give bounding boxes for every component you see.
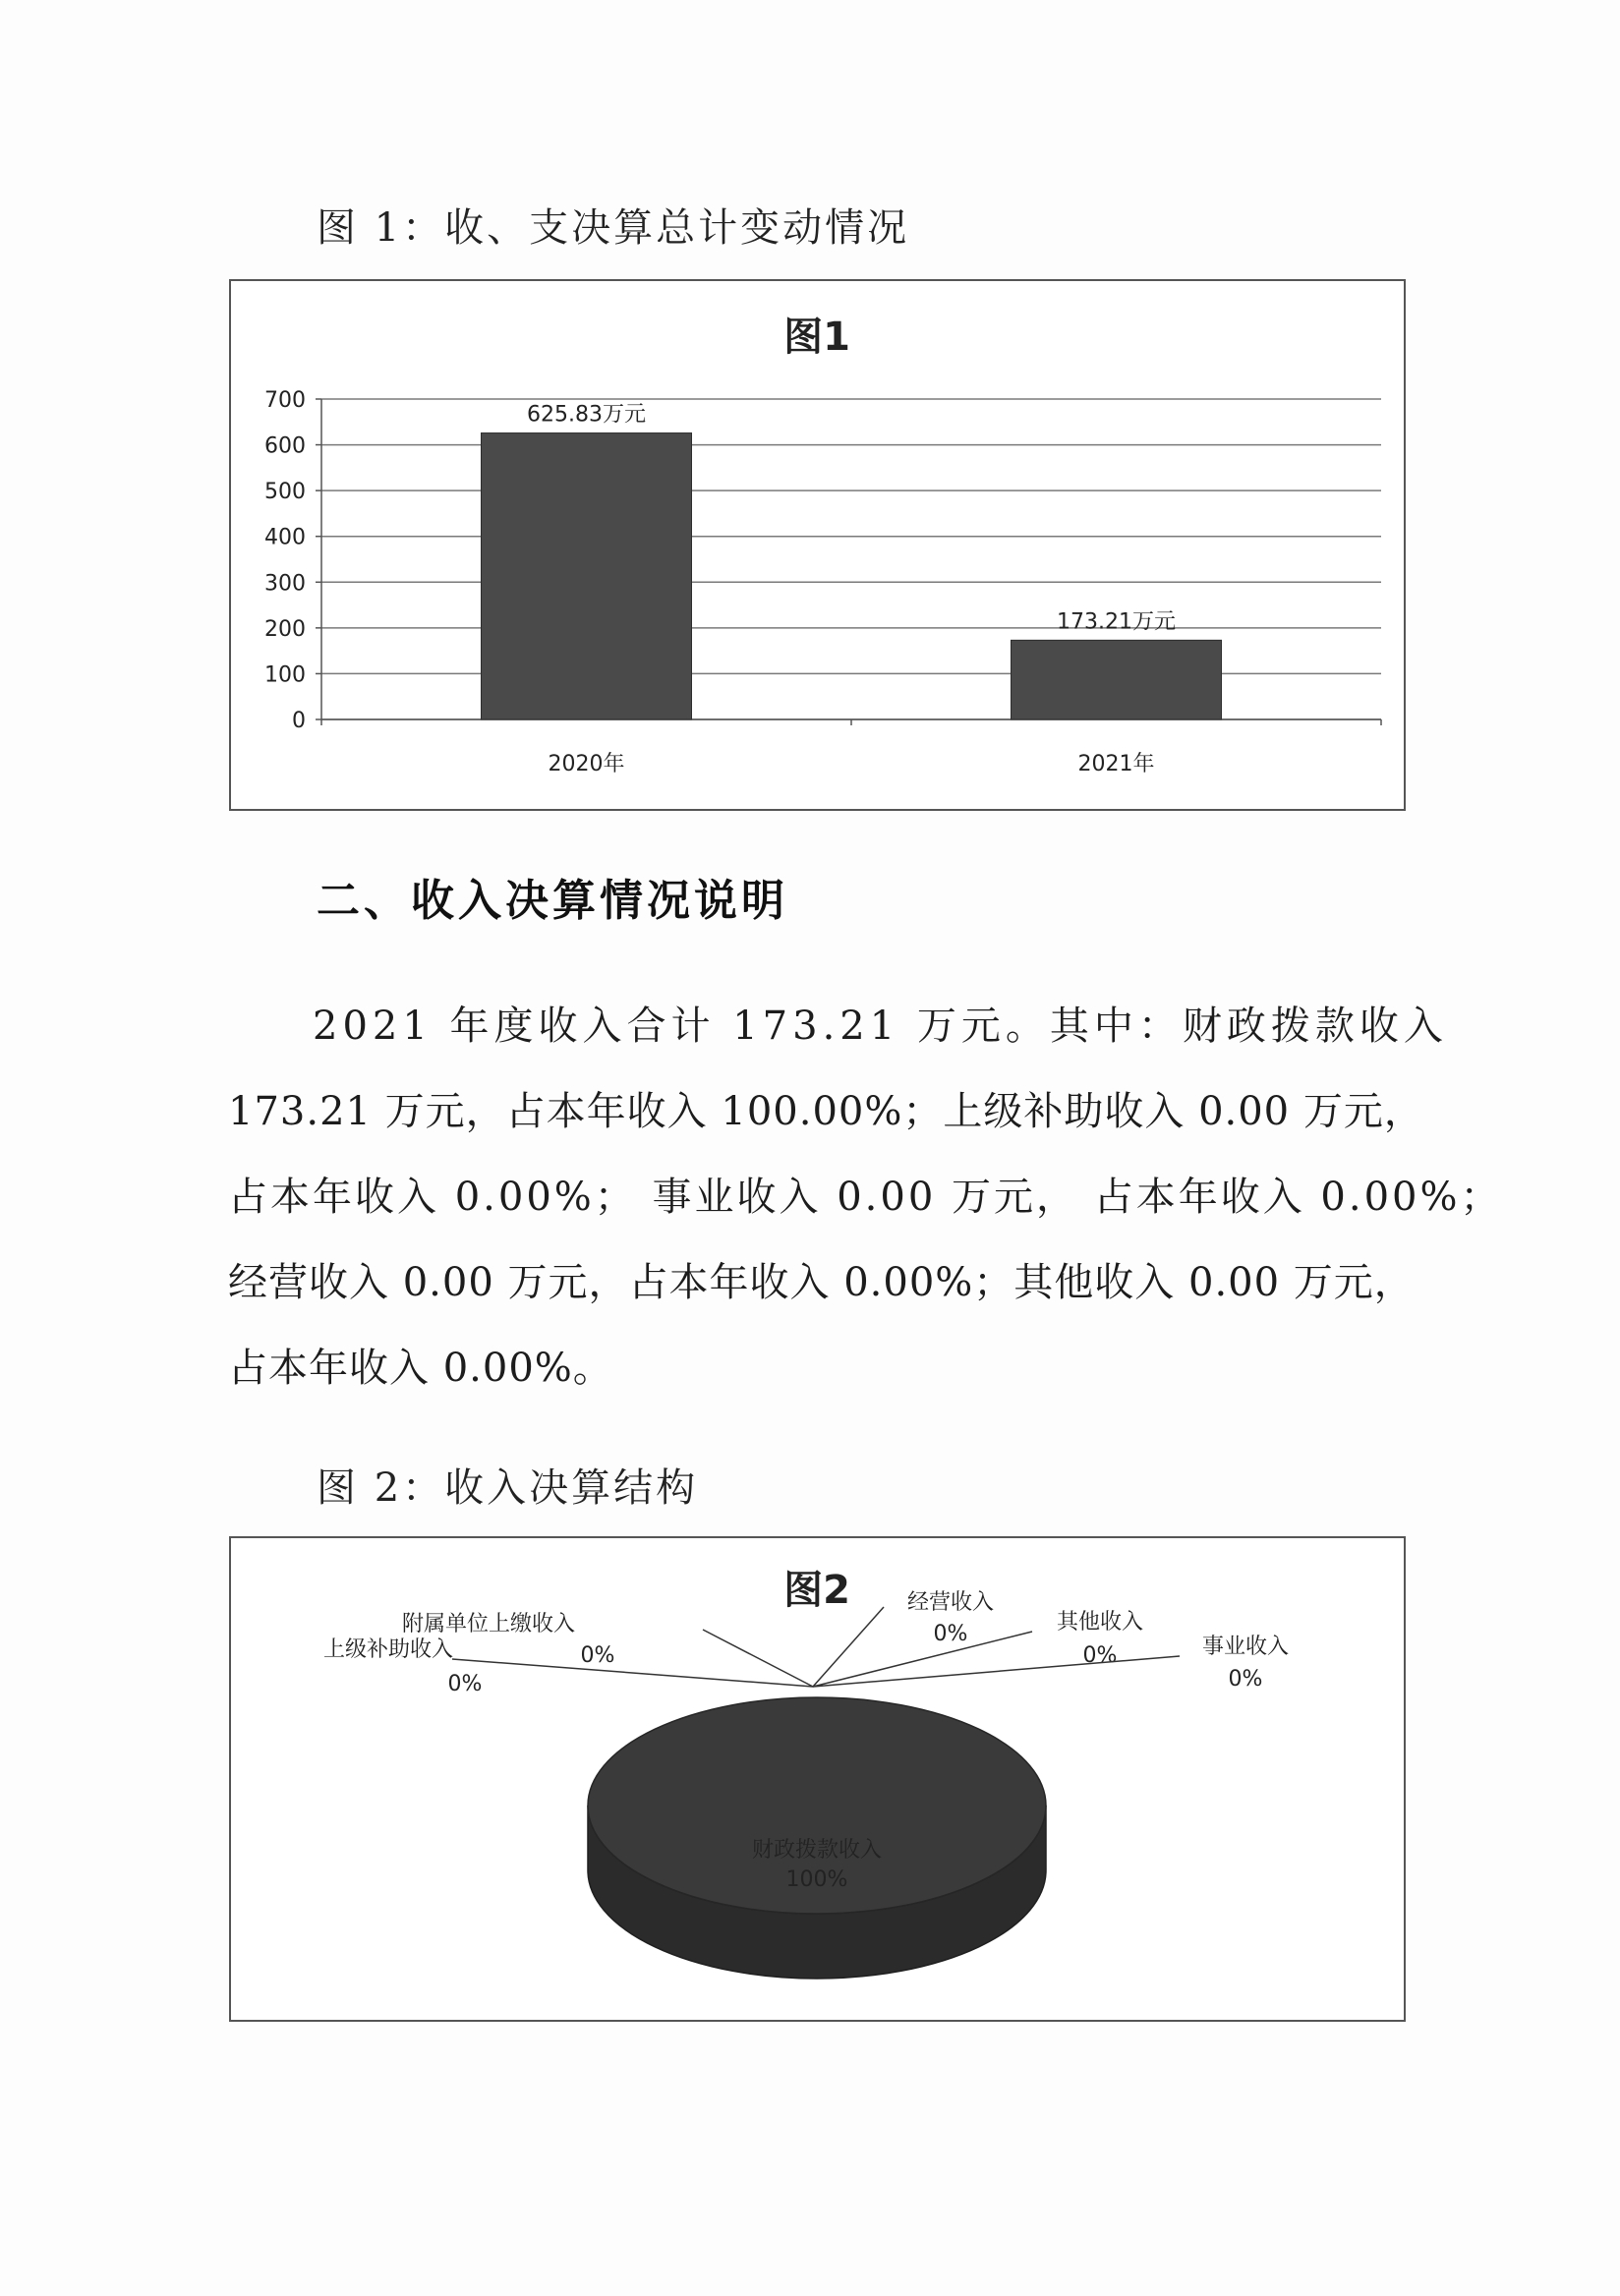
y-tick-label: 700 bbox=[264, 388, 306, 413]
paragraph-line-5: 占本年收入 0.00%。 bbox=[228, 1346, 613, 1391]
figure2-caption: 图 2：收入决算结构 bbox=[317, 1465, 699, 1511]
y-tick-label: 500 bbox=[264, 480, 306, 505]
pie-chart-figure2 bbox=[229, 1536, 1406, 2022]
leader-line bbox=[452, 1659, 813, 1687]
pie-slice-value-label: 0% bbox=[1082, 1643, 1118, 1668]
x-category-label: 2020年 bbox=[548, 752, 625, 776]
y-tick-label: 200 bbox=[264, 616, 306, 642]
pie-slice-label: 附属单位上缴收入 bbox=[401, 1612, 576, 1636]
leader-line bbox=[703, 1630, 813, 1687]
pie-slice-value-label: 100% bbox=[785, 1867, 848, 1892]
bar-data-label: 625.83万元 bbox=[527, 402, 646, 428]
section-heading: 二、收入决算情况说明 bbox=[317, 876, 788, 926]
pie-slice-label: 经营收入 bbox=[906, 1590, 995, 1615]
chart-title: 图1 bbox=[783, 315, 850, 360]
pie-slice-label: 财政拨款收入 bbox=[751, 1838, 883, 1863]
bar-chart-figure1 bbox=[229, 279, 1406, 811]
bar bbox=[482, 433, 692, 719]
y-tick-label: 300 bbox=[264, 571, 306, 597]
y-tick-label: 100 bbox=[264, 662, 306, 688]
x-category-label: 2021年 bbox=[1077, 752, 1155, 776]
pie-slice-label: 事业收入 bbox=[1201, 1635, 1290, 1659]
pie-slice-label: 其他收入 bbox=[1056, 1610, 1144, 1635]
y-tick-label: 400 bbox=[264, 525, 306, 550]
leader-line bbox=[813, 1656, 1180, 1687]
y-tick-label: 0 bbox=[292, 709, 306, 733]
pie-slice-value-label: 0% bbox=[447, 1672, 483, 1696]
leader-line bbox=[813, 1607, 884, 1687]
bar-chart-svg bbox=[231, 281, 1404, 809]
pie-slice-value-label: 0% bbox=[1228, 1667, 1263, 1692]
paragraph-line-2: 173.21 万元，占本年收入 100.00%；上级补助收入 0.00 万元， bbox=[228, 1089, 1424, 1134]
paragraph-line-1: 2021 年度收入合计 173.21 万元。其中：财政拨款收入 bbox=[313, 1004, 1448, 1049]
pie-slice-value-label: 0% bbox=[580, 1643, 615, 1668]
bar-data-label: 173.21万元 bbox=[1057, 609, 1176, 635]
y-tick-label: 600 bbox=[264, 433, 306, 459]
paragraph-line-4: 经营收入 0.00 万元，占本年收入 0.00%；其他收入 0.00 万元， bbox=[228, 1260, 1415, 1305]
pie-chart-svg bbox=[231, 1538, 1404, 2020]
bar bbox=[1012, 640, 1222, 719]
leader-line bbox=[813, 1632, 1032, 1687]
pie-slice-label: 上级补助收入 bbox=[322, 1637, 454, 1662]
pie-slice-value-label: 0% bbox=[933, 1622, 968, 1646]
figure1-caption: 图 1：收、支决算总计变动情况 bbox=[317, 205, 910, 251]
paragraph-line-3: 占本年收入 0.00%； 事业收入 0.00 万元， 占本年收入 0.00%； bbox=[228, 1175, 1503, 1220]
chart-title: 图2 bbox=[783, 1568, 850, 1613]
